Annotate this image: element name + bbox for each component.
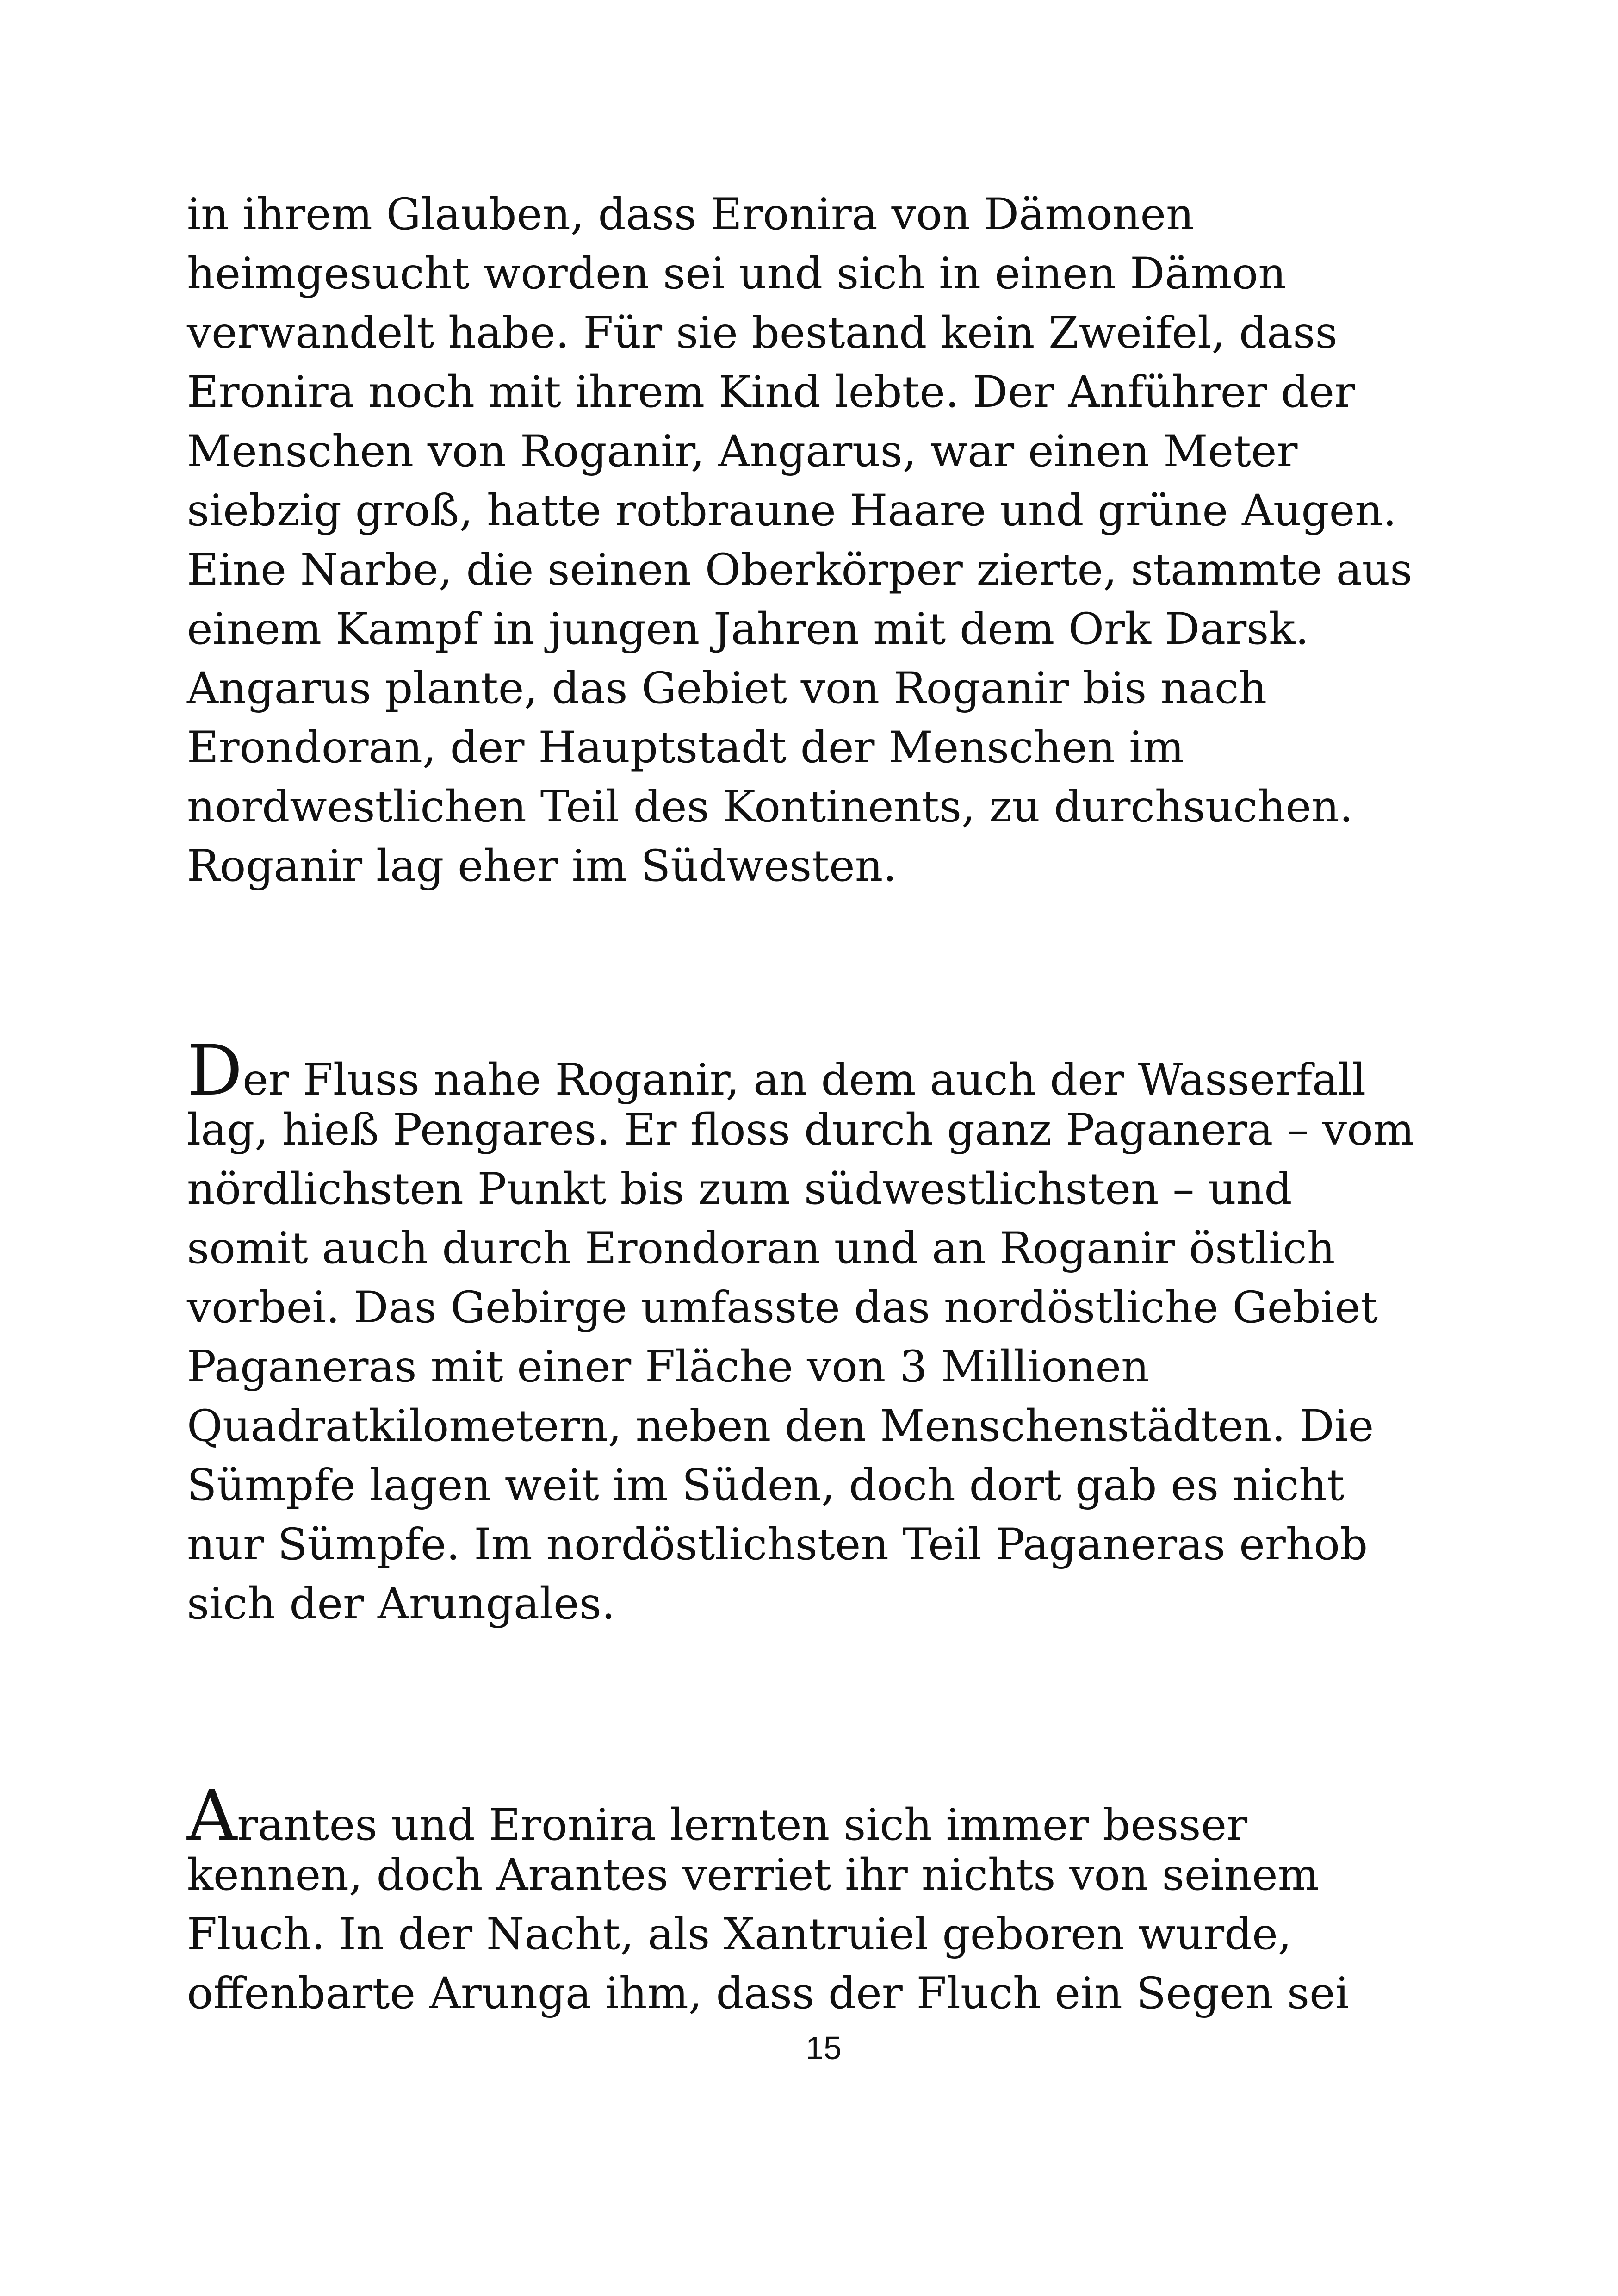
text-line: Fluch. In der Nacht, als Xantruiel geboren wurde, [187, 1909, 1292, 1960]
text-line: nördlichsten Punkt bis zum südwestlichsten – und [187, 1164, 1292, 1214]
text-line-first [187, 1776, 1248, 1856]
text-line: Eine Narbe, die seinen Oberkörper zierte, stammte aus [187, 545, 1413, 595]
text-line: vorbei. Das Gebirge umfasste das nordöstliche Gebiet [187, 1282, 1378, 1333]
text-line: Menschen von Roganir, Angarus, war einen Meter [187, 426, 1298, 477]
first-line-text: er Fluss nahe Roganir, an dem auch der Wasserfall [242, 1055, 1366, 1105]
paragraph-3 [187, 1776, 1482, 2027]
text-line: Paganeras mit einer Fläche von 3 Millionen [187, 1342, 1149, 1392]
text-line: kennen, doch Arantes verriet ihr nichts von seinem [187, 1850, 1319, 1900]
text-line: Erondoran, der Hauptstadt der Menschen im [187, 722, 1184, 773]
first-line-text: rantes und Eronira lernten sich immer besser [237, 1800, 1248, 1850]
paragraph-2 [187, 1031, 1482, 1643]
text-line: heimgesucht worden sei und sich in einen Dämon [187, 249, 1286, 299]
text-line: verwandelt habe. Für sie bestand kein Zweifel, dass [187, 308, 1338, 358]
page-number: 15 [806, 2030, 842, 2066]
text-line: offenbarte Arunga ihm, dass der Fluch ein Segen sei [187, 1968, 1349, 2019]
text-line: einem Kampf in jungen Jahren mit dem Ork Darsk. [187, 604, 1309, 654]
text-line: Eronira noch mit ihrem Kind lebte. Der Anführer der [187, 367, 1355, 417]
text-line: Sümpfe lagen weit im Süden, doch dort gab es nicht [187, 1460, 1345, 1511]
text-line: Quadratkilometern, neben den Menschenstädten. Die [187, 1401, 1374, 1451]
drop-cap: A [187, 1776, 237, 1856]
text-line: Roganir lag eher im Südwesten. [187, 841, 897, 891]
text-line: in ihrem Glauben, dass Eronira von Dämonen [187, 189, 1194, 240]
text-line: nur Sümpfe. Im nordöstlichsten Teil Paganeras erhob [187, 1519, 1368, 1570]
paragraph-1 [187, 185, 1482, 898]
text-line-first [187, 1031, 1366, 1111]
text-line: sich der Arungales. [187, 1579, 615, 1629]
drop-cap: D [187, 1031, 243, 1111]
text-line: siebzig groß, hatte rotbraune Haare und grüne Augen. [187, 485, 1397, 536]
text-line: lag, hieß Pengares. Er floss durch ganz Paganera – vom [187, 1105, 1414, 1155]
text-line: Angarus plante, das Gebiet von Roganir bis nach [187, 663, 1267, 714]
text-line: nordwestlichen Teil des Kontinents, zu durchsuchen. [187, 782, 1353, 832]
text-line: somit auch durch Erondoran und an Roganir östlich [187, 1223, 1335, 1274]
